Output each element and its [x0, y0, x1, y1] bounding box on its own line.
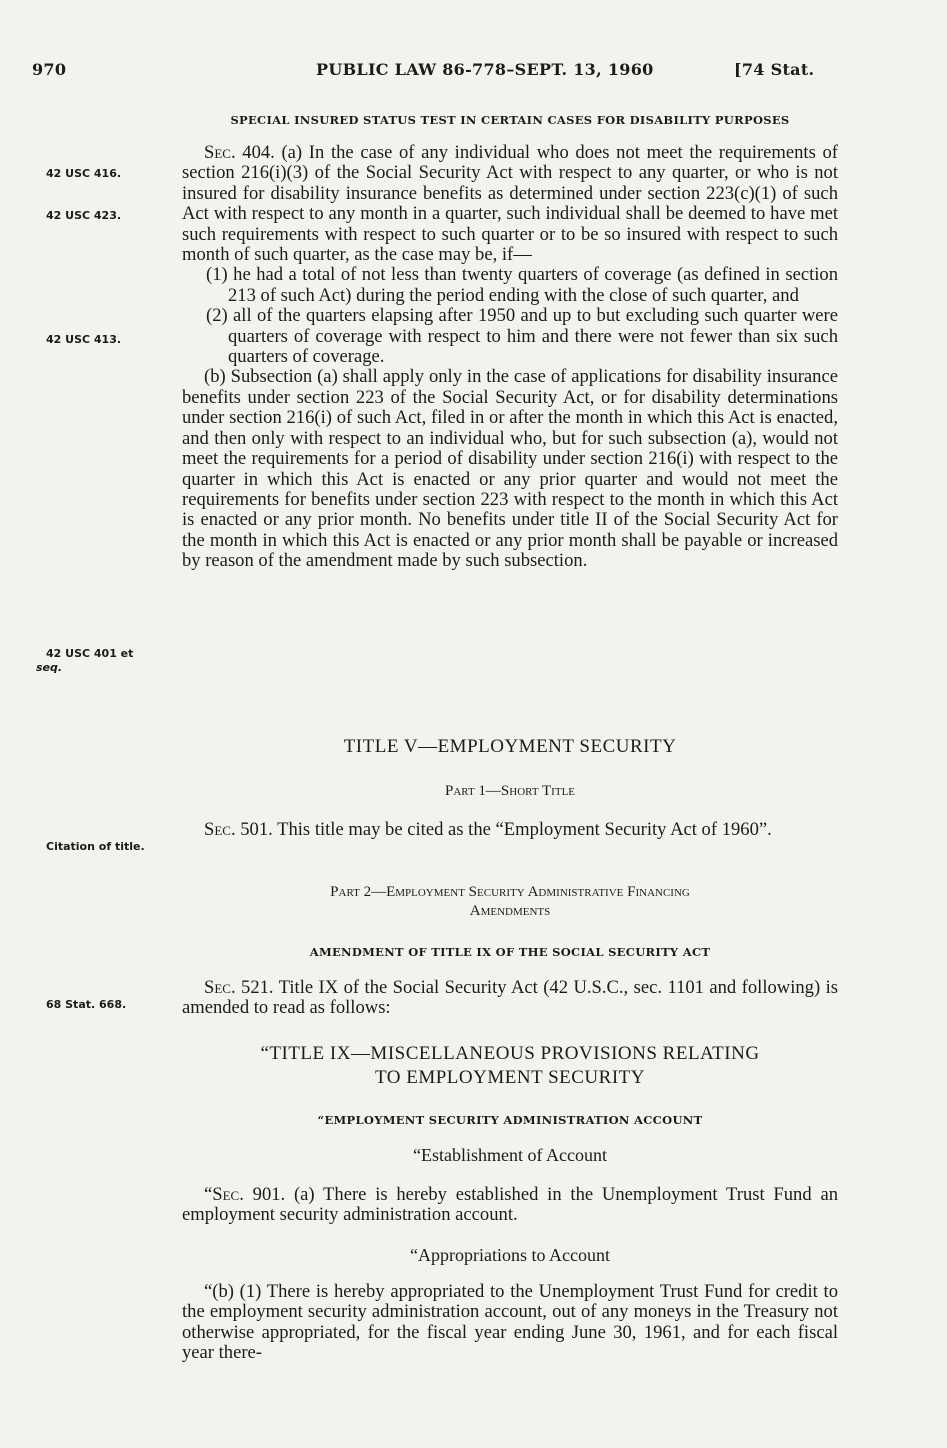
- sec-label: Sec.: [204, 819, 236, 840]
- sec404-item-1: (1) he had a total of not less than twenty quarters of coverage (as defined in section 213 of such Act) during the period ending with the close of such quarter, and: [206, 264, 838, 306]
- part2-heading-line2: Amendments: [469, 903, 551, 919]
- appropriations-heading: “Appropriations to Account: [410, 1245, 610, 1265]
- sec404-para-a-text: 404. (a) In the case of any individual who does not meet the requirements of section 216(i)(3) of the Social Security Act with respect to any quarter, or who is not insured for disability insurance benefits as determined under section 223(c)(1) of such Act with respect to any month in a quarter, such individual shall be deemed to have met such requirements with respect to such quarter or to be so insured with respect to such month of such quarter, as the case may be, if—: [182, 142, 838, 266]
- sec901-body: [182, 1185, 838, 1226]
- sec901-para-a: [182, 1185, 838, 1226]
- part1-heading: Part 1—Short Title: [444, 783, 576, 799]
- sec901-para-a-text: 901. (a) There is hereby established in the Unemployment Trust Fund an employment security administration account.: [182, 1184, 838, 1226]
- sec901-para-b1: “(b) (1) There is hereby appropriated to the Unemployment Trust Fund for credit to the employment security administration account, out of any moneys in the Treasury not otherwise appropriated, for the fiscal year ending June 30, 1961, and for each fiscal year there-: [182, 1281, 838, 1364]
- sec404-para-b: (b) Subsection (a) shall apply only in the case of applications for disability insurance benefits under section 223 of the Social Security Act, or for disability determinations under section 216(i) of such Act, filed in or after the month in which this Act is enacted, and then only with respect to an individual who, but for such subsection (a), would not meet the requirements for a period of disability under section 216(i) with respect to the quarter in which this Act is enacted or any prior quarter and would not meet the requirements for benefits under section 223 with respect to the month in which this Act is enacted or any prior month. No benefits under title II of the Social Security Act for the month in which this Act is enacted or any prior month shall be payable or increased by reason of the amendment made by such subsection.: [182, 366, 838, 572]
- margin-note-423: 42 USC 423.: [46, 209, 122, 222]
- title9-subheading: “EMPLOYMENT SECURITY ADMINISTRATION ACCOUNT: [317, 1113, 703, 1127]
- title9-heading-line1: “TITLE IX—MISCELLANEOUS PROVISIONS RELATING: [260, 1043, 760, 1064]
- title5-heading: TITLE V—EMPLOYMENT SECURITY: [343, 736, 677, 757]
- sec-label: “Sec.: [204, 1184, 244, 1205]
- margin-note-68-stat: 68 Stat. 668.: [46, 998, 127, 1011]
- statute-volume: [74 Stat.: [734, 60, 815, 79]
- page-number: 970: [32, 60, 67, 79]
- sec521-body: [182, 978, 838, 1019]
- sec404-body: [182, 143, 838, 572]
- margin-note-416: 42 USC 416.: [46, 167, 122, 180]
- establishment-heading: “Establishment of Account: [413, 1145, 607, 1165]
- sec404-item-2: (2) all of the quarters elapsing after 1950 and up to but excluding such quarter were quarters of coverage with respect to him and there were not fewer than six such quarters of coverage.: [206, 305, 838, 368]
- sec501-text: 501. This title may be cited as the “Employment Security Act of 1960”.: [235, 819, 772, 840]
- sec501-para: [182, 820, 838, 840]
- sec521-para: [182, 978, 838, 1019]
- sec501-body: [182, 820, 838, 840]
- margin-note-citation: Citation of title.: [46, 840, 145, 853]
- sec-label: Sec.: [204, 142, 236, 163]
- amendment-heading: AMENDMENT OF TITLE IX OF THE SOCIAL SECURITY ACT: [309, 945, 711, 959]
- title9-heading-line2: TO EMPLOYMENT SECURITY: [375, 1067, 645, 1088]
- sec-label: Sec.: [204, 977, 236, 998]
- margin-note-401-a: 42 USC 401 et: [46, 647, 134, 660]
- sec404-para-a: [182, 143, 838, 265]
- running-title: PUBLIC LAW 86-778–SEPT. 13, 1960: [316, 60, 654, 79]
- sec901-body-b: [182, 1282, 838, 1364]
- sec404-heading: SPECIAL INSURED STATUS TEST IN CERTAIN CASES FOR DISABILITY PURPOSES: [230, 113, 790, 127]
- margin-note-413: 42 USC 413.: [46, 333, 122, 346]
- sec521-text: 521. Title IX of the Social Security Act (42 U.S.C., sec. 1101 and following) is amended to read as follows:: [182, 977, 838, 1019]
- margin-note-401-b: seq.: [36, 661, 63, 674]
- part2-heading-line1: Part 2—Employment Security Administrative Financing: [330, 884, 690, 900]
